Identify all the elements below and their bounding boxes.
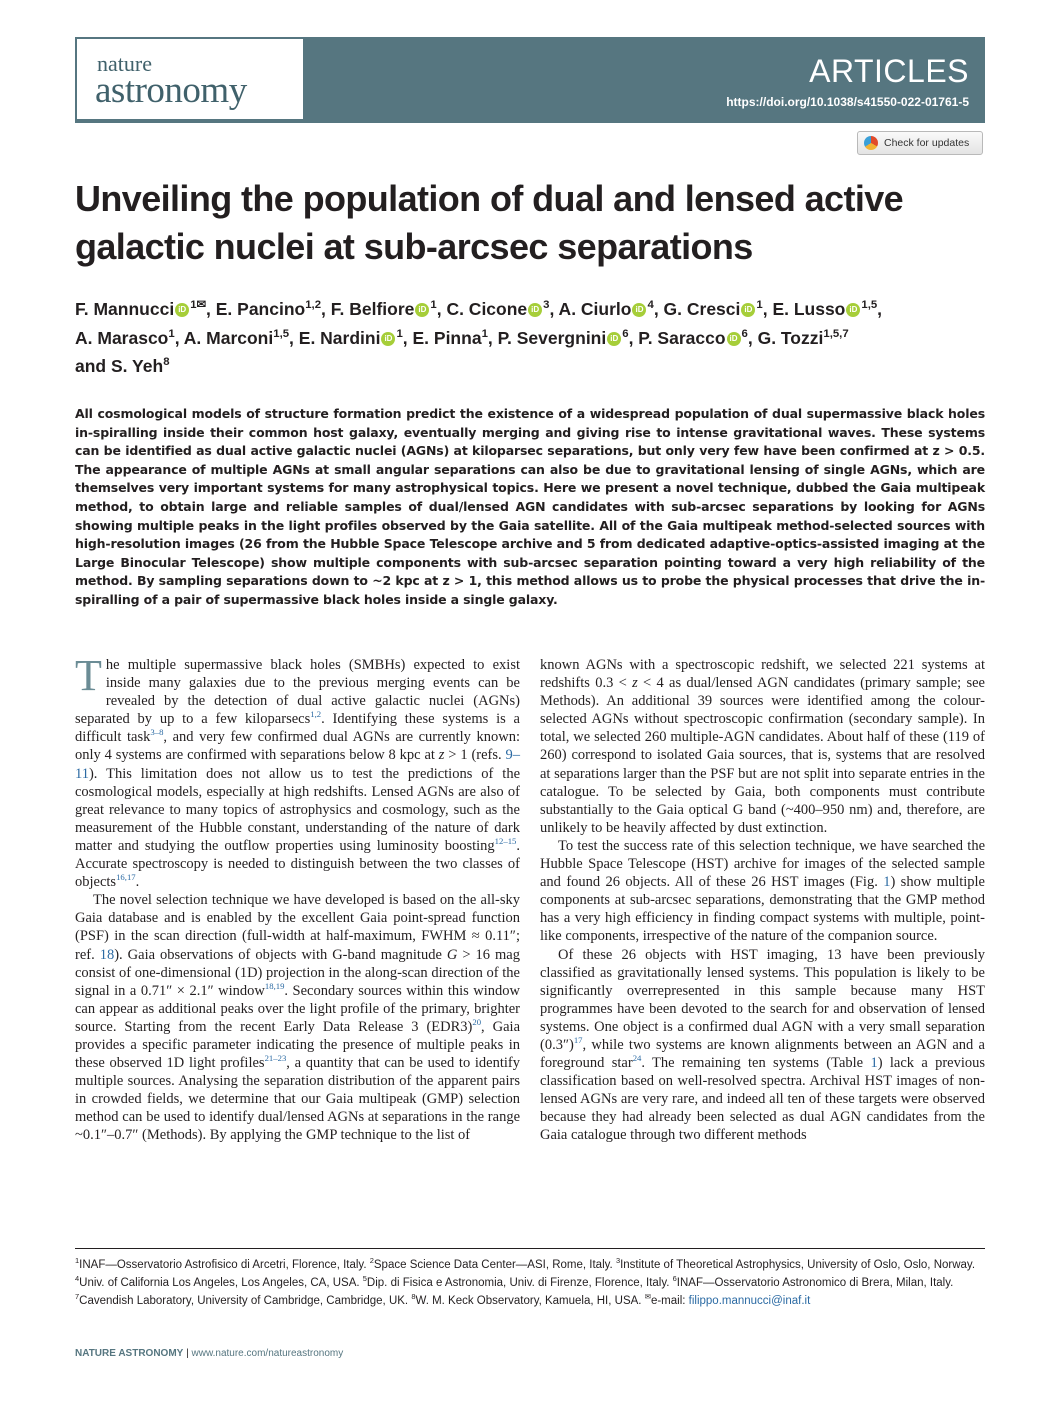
- reference-link[interactable]: 1: [883, 874, 891, 891]
- footer-journal: NATURE ASTRONOMY: [75, 1348, 184, 1359]
- reference-link[interactable]: 24: [632, 1053, 642, 1064]
- doi-link[interactable]: https://doi.org/10.1038/s41550-022-01761-5: [726, 95, 969, 109]
- paragraph-text: he multiple supermassive black holes (SMBHs) expected to exist inside many galaxies due to the previous merging events can be revealed by the detection of dual active galactic nuclei (AGNs) separated by up to a few kiloparsecs$^{1,2}$. Identifying these systems is a difficult task$^{3-8}$, and very few confirmed dual AGNs are currently known: only 4 systems are confirmed with separations below 8 kpc at z > 1 (refs. 9–11). This limitation does not allow us to test the predictions of the cosmological models, especially at high redshifts. Lensed AGNs are also of great relevance to many topics of astrophysics and cosmology, such as the measurement of the Hubble constant, understanding of the nature of dark matter and studying the outflow properties using luminosity boosting$^{12-15}$. Accurate spectroscopy is needed to distinguish between the two classes of objects$^{16,17}$.: [75, 657, 521, 891]
- body-paragraph: Of these 26 objects with HST imaging, 13 have been previously classified as gravitationally lensed systems. This population is likely to be significantly overrepresented in this sample because many HST programmes have been devoted to the search for and observation of lensed systems. One object is a confirmed dual AGN with a very small separation (0.3″)$^{17}$, while two systems are known alignments between an AGN and a foreground star$^{24}$. The remaining ten systems (Table 1) lack a previous classification based on well-resolved spectra. Archival HST images of non-lensed AGNs are very rare, and indeed all ten of these targets were observed because they had already been selected as dual AGN candidates from the Gaia catalogue through two different methods: [540, 946, 986, 1144]
- body-paragraph: known AGNs with a spectroscopic redshift, we selected 221 systems at redshifts 0.3 < z < 4 as dual/lensed AGN candidates (primary sample; see Methods). An additional 39 sources were identified among the colour-selected AGNs without spectroscopic confirmation (secondary sample). In total, we selected 260 multiple-AGN candidates. About half of these (119 of 260) correspond to isolated Gaia sources, that is, systems that are resolved at separations larger than the PSF but are not split into separate entries in the catalogue. To be selected by Gaia, both components must contribute substantially to the Gaia optical G band (~400–950 nm) and, therefore, are unlikely to be heavily affected by dust extinction.: [540, 657, 985, 836]
- orcid-icon[interactable]: iD: [415, 303, 429, 317]
- journal-logo[interactable]: [77, 39, 303, 119]
- reference-link[interactable]: 12–15: [494, 836, 517, 847]
- reference-link[interactable]: 18: [99, 946, 115, 963]
- reference-link[interactable]: 18,19: [264, 980, 285, 991]
- footer-url[interactable]: www.nature.com/natureastronomy: [191, 1348, 344, 1359]
- reference-link[interactable]: 3–8: [150, 727, 164, 738]
- drop-cap: T: [75, 651, 102, 700]
- reference-link[interactable]: 17: [573, 1035, 583, 1046]
- footer-separator: |: [183, 1348, 192, 1359]
- orcid-icon[interactable]: iD: [175, 303, 189, 317]
- body-paragraph: [75, 651, 521, 891]
- affiliations-footnote: $^1$INAF—Osservatorio Astrofisico di Arcetri, Florence, Italy. $^2$Space Science Data Center—ASI, Rome, Italy. $^3$Institute of Theoretical Astrophysics, University of Oslo, Oslo, Norway. $^4$Univ. of California Los Angeles, Los Angeles, CA, USA. $^5$Dip. di Fisica e Astronomia, Univ. di Firenze, Florence, Italy. $^6$INAF—Osservatorio Astronomico di Brera, Milan, Italy. $^7$Cavendish Laboratory, University of Cambridge, Cambridge, UK. $^8$W. M. Keck Observatory, Kamuela, HI, USA. ✉e-mail: filippo.mannucci@inaf.it: [75, 1256, 976, 1307]
- journal-logo-line2: astronomy: [95, 70, 247, 111]
- body-paragraph: The novel selection technique we have developed is based on the all-sky Gaia database and is enabled by the excellent Gaia point-spread function (PSF) in the scan direction (full-width at half-maximum, FWHM ≈ 0.11″; ref. 18). Gaia observations of objects with G-band magnitude G > 16 mag consist of one-dimensional (1D) projection in the along-scan direction of the signal in a 0.71″ × 2.1″ window$^{18,19}$. Secondary sources within this window can appear as additional peaks over the light profile of the primary, brighter source. Starting from the recent Early Data Release 3 (EDR3)$^{20}$, Gaia provides a specific parameter indicating the presence of multiple peaks in these observed 1D light profiles$^{21-23}$, a quantity that can be used to identify multiple sources. Analysing the separation distribution of the apparent pairs in crowded fields, we determine that our Gaia multipeak (GMP) selection method can be used to identify dual/lensed AGNs at separations in the range ~0.1″–0.7″ (Methods). By applying the GMP technique to the list of: [75, 892, 521, 1144]
- page-footer: [75, 1348, 343, 1359]
- orcid-icon[interactable]: iD: [381, 332, 395, 346]
- orcid-icon[interactable]: iD: [846, 303, 860, 317]
- footnote-divider: [75, 1248, 985, 1249]
- article-title: Unveiling the population of dual and lensed active galactic nuclei at sub-arcsec separations: [75, 178, 904, 267]
- journal-logo-line1: nature: [97, 51, 152, 76]
- reference-link[interactable]: 9–11: [75, 747, 520, 782]
- orcid-icon[interactable]: iD: [607, 332, 621, 346]
- body-column-left: [75, 651, 521, 1145]
- email-link[interactable]: filippo.mannucci@inaf.it: [688, 1295, 811, 1307]
- check-updates-button[interactable]: [857, 131, 983, 155]
- header-band: [75, 37, 985, 123]
- crossmark-icon: [864, 136, 878, 150]
- reference-link[interactable]: 1,2: [310, 709, 322, 720]
- section-label: ARTICLES: [809, 53, 969, 89]
- orcid-icon[interactable]: iD: [727, 332, 741, 346]
- orcid-icon[interactable]: iD: [528, 303, 542, 317]
- body-paragraph: To test the success rate of this selection technique, we have searched the Hubble Space Telescope (HST) archive for images of the selected sample and found 26 objects. All of these 26 HST images (Fig. 1) show multiple components at sub-arcsec separations, demonstrating that the GMP method has a very high efficiency in finding compact systems with multiple, point-like components, irrespective of the nature of the companion source.: [540, 837, 985, 945]
- check-updates-label: Check for updates: [884, 137, 970, 149]
- abstract: All cosmological models of structure formation predict the existence of a widespread population of dual supermassive black holes in-spiralling inside their common host galaxy, eventually merging and giving rise to intense gravitational waves. These systems can be identified as dual active galactic nuclei (AGNs) at kiloparsec separations, but only very few have been confirmed at z > 0.5. The appearance of multiple AGNs at small angular separations can also be due to gravitational lensing of single AGNs, which are themselves very important systems for many astrophysical topics. Here we present a novel technique, dubbed the Gaia multipeak method, to obtain large and reliable samples of dual/lensed AGN candidates with sub-arcsec separations by looking for AGNs showing multiple peaks in the light profiles observed by the Gaia satellite. All of the Gaia multipeak method-selected sources with high-resolution images (26 from the Hubble Space Telescope archive and 5 from dedicated adaptive-optics-assisted imaging at the Large Binocular Telescope) show multiple components with sub-arcsec separation pointing toward a very high reliability of the method. By sampling separations down to ~2 kpc at z > 1, this method allows us to probe the physical processes that drive the in-spiralling of a pair of supermassive black holes inside a single galaxy.: [75, 406, 985, 607]
- body-column-right: [540, 656, 985, 1145]
- reference-link[interactable]: 16,17: [116, 872, 136, 883]
- orcid-icon[interactable]: iD: [632, 303, 646, 317]
- reference-link[interactable]: 1: [870, 1055, 878, 1072]
- reference-link[interactable]: 21–23: [264, 1053, 287, 1064]
- reference-link[interactable]: 20: [472, 1017, 482, 1028]
- author-list: F. Mannucci iD $^{1✉}$, E. Pancino$^{1,2}$, F. Belfiore iD $^1$, C. Cicone iD $^3$, A. Ciurlo iD $^4$, G. Cresci iD $^1$, E. Lusso iD $^{1,5}$, A. Marasco$^1$, A. Marconi$^{1,5}$, E. Nardini iD $^1$, E. Pinna$^1$, P. Severgnini iD $^6$, P. Saracco iD $^6$, G. Tozzi$^{1,5,7}$ and S. Yeh$^8$: [75, 299, 883, 376]
- orcid-icon[interactable]: iD: [741, 303, 755, 317]
